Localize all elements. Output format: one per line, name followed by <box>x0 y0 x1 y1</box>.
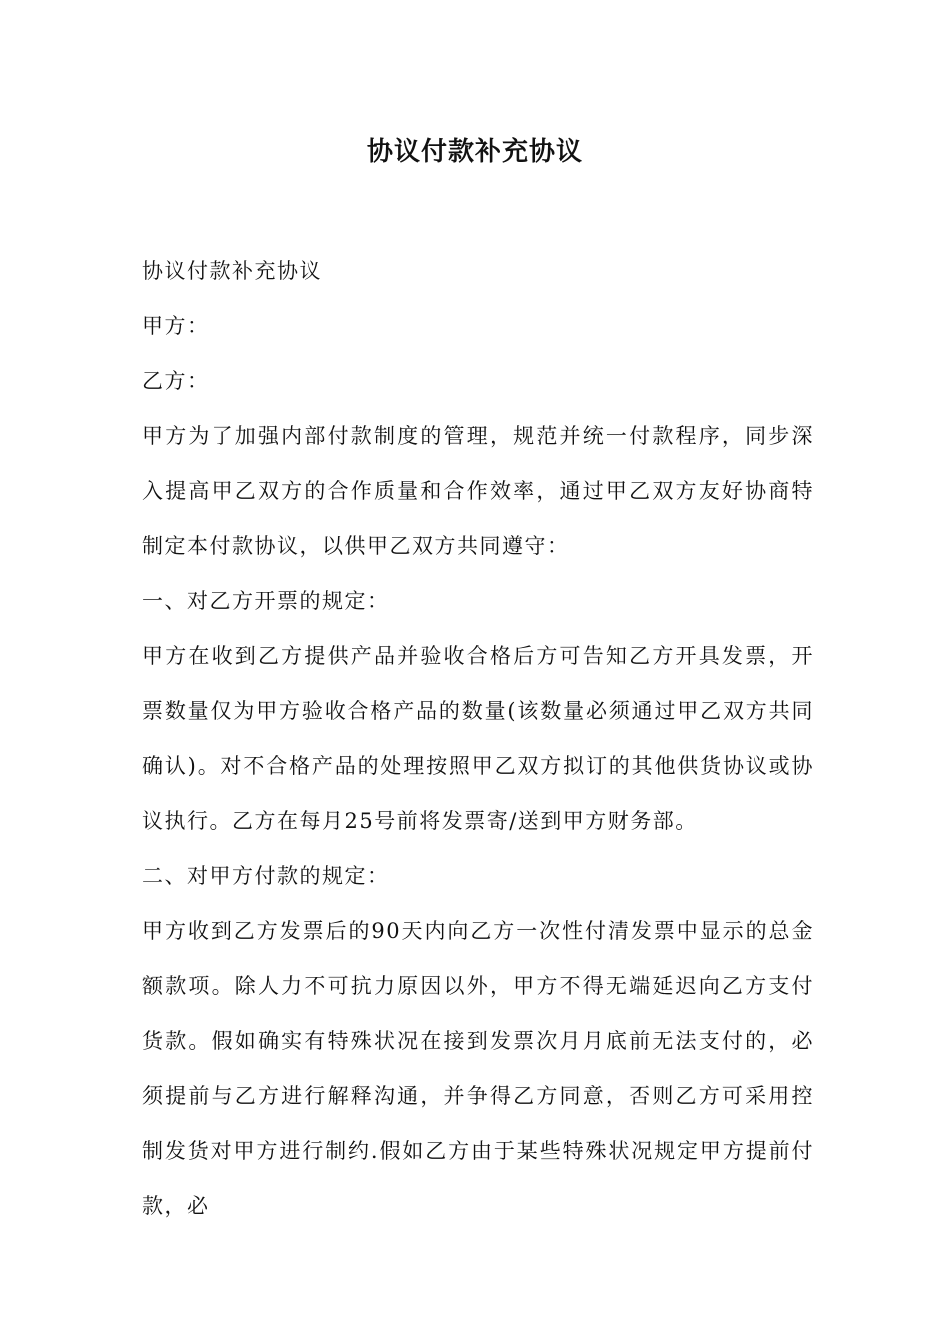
subtitle-paragraph: 协议付款补充协议 <box>142 259 322 283</box>
invoice-rules-paragraph: 甲方在收到乙方提供产品并验收合格后方可告知乙方开具发票，开票数量仅为甲方验收合格产品的数量(该数量必须通过甲乙双方共同确认)。对不合格产品的处理按照甲乙双方拟订的其他供货协议或协议执行。乙方在每月25号前将发票寄/送到甲方财务部。 <box>142 644 814 833</box>
section-heading-invoice: 一、对乙方开票的规定： <box>142 589 390 613</box>
document-body <box>142 244 814 1234</box>
party-b-line: 乙方： <box>142 369 210 393</box>
payment-rules-paragraph: 甲方收到乙方发票后的90天内向乙方一次性付清发票中显示的总金额款项。除人力不可抗力原因以外，甲方不得无端延迟向乙方支付货款。假如确实有特殊状况在接到发票次月月底前无法支付的，必须提前与乙方进行解释沟通，并争得乙方同意，否则乙方可采用控制发货对甲方进行制约.假如乙方由于某些特殊状况规定甲方提前付款，必 <box>142 919 814 1218</box>
section-heading-payment: 二、对甲方付款的规定： <box>142 864 390 888</box>
party-a-line: 甲方： <box>142 314 210 338</box>
intro-paragraph: 甲方为了加强内部付款制度的管理，规范并统一付款程序，同步深入提高甲乙双方的合作质量和合作效率，通过甲乙双方友好协商特制定本付款协议，以供甲乙双方共同遵守： <box>142 424 814 558</box>
document-title: 协议付款补充协议 <box>366 137 583 167</box>
